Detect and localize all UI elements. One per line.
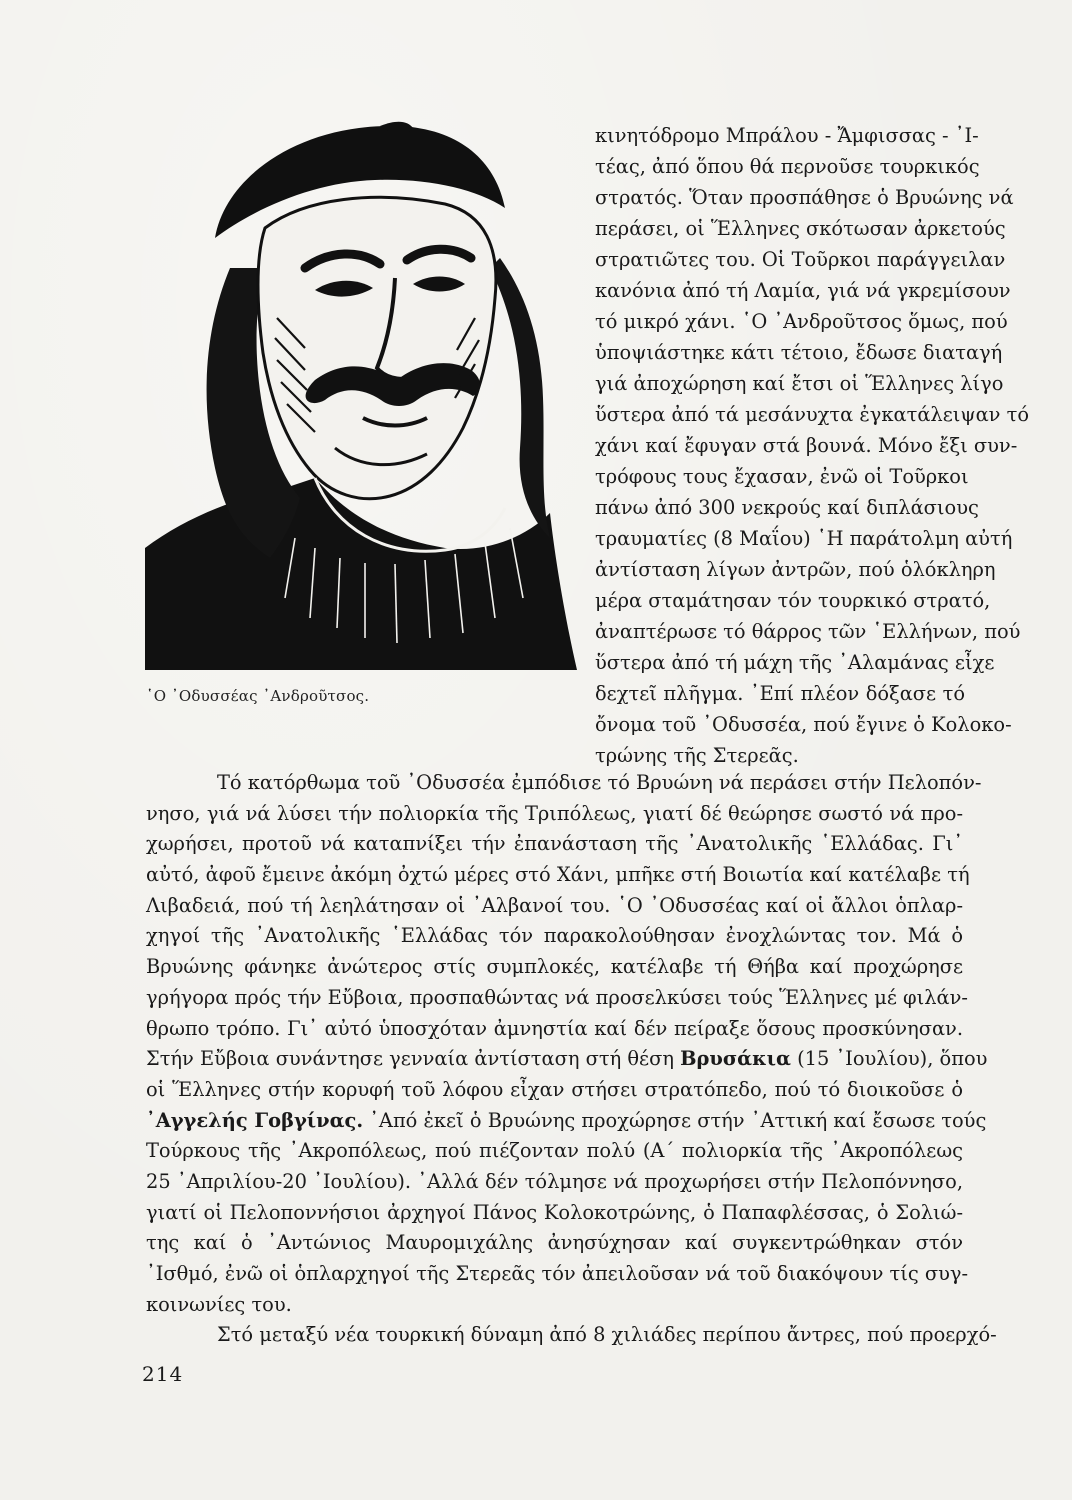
body-text-run: (15 ᾿Ιουλίου), ὅπου [790, 1047, 988, 1071]
body-line [146, 1044, 988, 1075]
right-column-line: γιά ἀποχώρηση καί ἔτσι οἱ Ἕλληνες λίγο [595, 372, 1004, 395]
right-column-line: κανόνια ἀπό τή Λαμία, γιά νά γκρεμίσουν [595, 279, 1011, 302]
body-line: Στό μεταξύ νέα τουρκική δύναμη ἀπό 8 χιλιάδες περίπου ἄντρες, πού προερχό- [217, 1323, 997, 1347]
right-column-line: πάνω ἀπό 300 νεκρούς καί διπλάσιους [595, 496, 979, 519]
right-column-line: ὑποψιάστηκε κάτι τέτοιο, ἔδωσε διαταγή [595, 341, 1003, 364]
body-line: θρωπο τρόπο. Γι᾿ αὐτό ὑποσχόταν ἀμνηστία καί δέν πείραξε ὅσους προσκύνησαν. [146, 1016, 963, 1040]
right-column-line: τέας, ἀπό ὅπου θά περνοῦσε τουρκικός [595, 155, 980, 178]
body-line: οἱ Ἕλληνες στήν κορυφή τοῦ λόφου εἶχαν στήσει στρατόπεδο, πού τό διοικοῦσε ὁ [146, 1077, 963, 1101]
body-line: 25 ᾿Απριλίου-20 ᾿Ιουλίου). ᾿Αλλά δέν τόλμησε νά προχωρήσει στήν Πελοπόννησο, [146, 1169, 963, 1193]
right-column-line: ἀναπτέρωσε τό θάρρος τῶν ῾Ελλήνων, πού [595, 620, 1021, 643]
page-number: 214 [142, 1362, 184, 1386]
place-name-bold: Βρυσάκια [680, 1047, 791, 1071]
body-line: Τούρκους τῆς ᾿Ακροπόλεως, πού πιέζονταν πολύ (Α΄ πολιορκία τῆς ᾿Ακροπόλεως [146, 1139, 963, 1163]
right-column-line: μέρα σταμάτησαν τόν τουρκικό στρατό, [595, 589, 991, 612]
body-line: κοινωνίες του. [146, 1292, 292, 1316]
engraved-portrait-icon [145, 118, 577, 670]
right-column-line: ἀντίσταση λίγων ἀντρῶν, πού ὁλόκληρη [595, 558, 996, 581]
body-line [146, 1106, 987, 1137]
body-line: ᾿Ισθμό, ἐνῶ οἱ ὁπλαρχηγοί τῆς Στερεᾶς τόν ἀπειλοῦσαν νά τοῦ διακόψουν τίς συγ- [146, 1262, 969, 1285]
person-name-bold: ᾿Αγγελής Γοβγίνας. [146, 1108, 364, 1132]
right-column-line: τρώνης τῆς Στερεᾶς. [595, 744, 799, 767]
body-line: Βρυώνης φάνηκε ἀνώτερος στίς συμπλοκές, κατέλαβε τή Θήβα καί προχώρησε [146, 955, 963, 979]
right-column-line: στρατός. Ὅταν προσπάθησε ὁ Βρυώνης νά [595, 186, 1014, 209]
portrait-caption: ῾Ο ᾿Οδυσσέας ᾿Ανδροῦτσος. [146, 687, 370, 705]
right-column-line: ὕστερα ἀπό τά μεσάνυχτα ἐγκατάλειψαν τό [595, 403, 1030, 426]
right-column-line: στρατιῶτες του. Οἱ Τοῦρκοι παράγγειλαν [595, 248, 1006, 271]
right-column-text [595, 120, 1030, 771]
body-line: Τό κατόρθωμα τοῦ ᾿Οδυσσέα ἐμπόδισε τό Βρυώνη νά περάσει στήν Πελοπόν- [217, 771, 982, 794]
right-column-line: χάνι καί ἔφυγαν στά βουνά. Μόνο ἔξι συν- [595, 434, 1018, 457]
right-column-line: τρόφους τους ἔχασαν, ἐνῶ οἱ Τοῦρκοι [595, 465, 969, 488]
body-line: χωρήσει, προτοῦ νά καταπνίξει τήν ἐπανάσταση τῆς ᾿Ανατολικῆς ῾Ελλάδας. Γι᾿ [146, 832, 963, 856]
right-column-line: δεχτεῖ πλῆγμα. ᾿Επί πλέον δόξασε τό [595, 682, 965, 705]
body-line: γρήγορα πρός τήν Εὔβοια, προσπαθώντας νά προσελκύσει τούς Ἕλληνες μέ φιλάν- [146, 985, 968, 1009]
right-column-line: ὕστερα ἀπό τή μάχη τῆς ᾿Αλαμάνας εἶχε [595, 651, 995, 674]
body-paragraphs [146, 768, 997, 1351]
body-line: χηγοί τῆς ᾿Ανατολικῆς ῾Ελλάδας τόν παρακολούθησαν ἐνοχλώντας τον. Μά ὁ [146, 924, 963, 948]
body-line: γιατί οἱ Πελοποννήσιοι ἀρχηγοί Πάνος Κολοκοτρώνης, ὁ Παπαφλέσσας, ὁ Σολιώ- [146, 1200, 963, 1224]
body-text-run: ᾿Από ἐκεῖ ὁ Βρυώνης προχώρησε στήν ᾿Αττική καί ἔσωσε τούς [363, 1108, 987, 1132]
body-line: νησο, γιά νά λύσει τήν πολιορκία τῆς Τριπόλεως, γιατί δέ θεώρησε σωστό νά προ- [146, 801, 963, 825]
body-line: της καί ὁ ᾿Αντώνιος Μαυρομιχάλης ἀνησύχησαν καί συγκεντρώθηκαν στόν [146, 1231, 963, 1255]
right-column-line: τό μικρό χάνι. ῾Ο ᾿Ανδροῦτσος ὅμως, πού [595, 310, 1008, 333]
portrait-illustration [145, 118, 577, 670]
right-column-line: ὄνομα τοῦ ᾿Οδυσσέα, πού ἔγινε ὁ Κολοκο- [595, 713, 1012, 736]
body-text-run: Στήν Εὔβοια συνάντησε γενναία ἀντίσταση στή θέση [146, 1047, 681, 1071]
right-column-line: περάσει, οἱ Ἕλληνες σκότωσαν ἀρκετούς [595, 217, 1006, 240]
body-line: Λιβαδειά, πού τή λεηλάτησαν οἱ ᾿Αλβανοί του. ῾Ο ᾿Οδυσσέας καί οἱ ἄλλοι ὁπλαρ- [146, 893, 963, 917]
right-column-line: τραυματίες (8 Μαΐου) ῾Η παράτολμη αὐτή [595, 527, 1013, 550]
body-line: αὐτό, ἀφοῦ ἔμεινε ἀκόμη ὀχτώ μέρες στό Χάνι, μπῆκε στή Βοιωτία καί κατέλαβε τή [146, 863, 970, 887]
right-column-line: κινητόδρομο Μπράλου - Ἄμφισσας - ᾿Ι- [595, 124, 979, 147]
